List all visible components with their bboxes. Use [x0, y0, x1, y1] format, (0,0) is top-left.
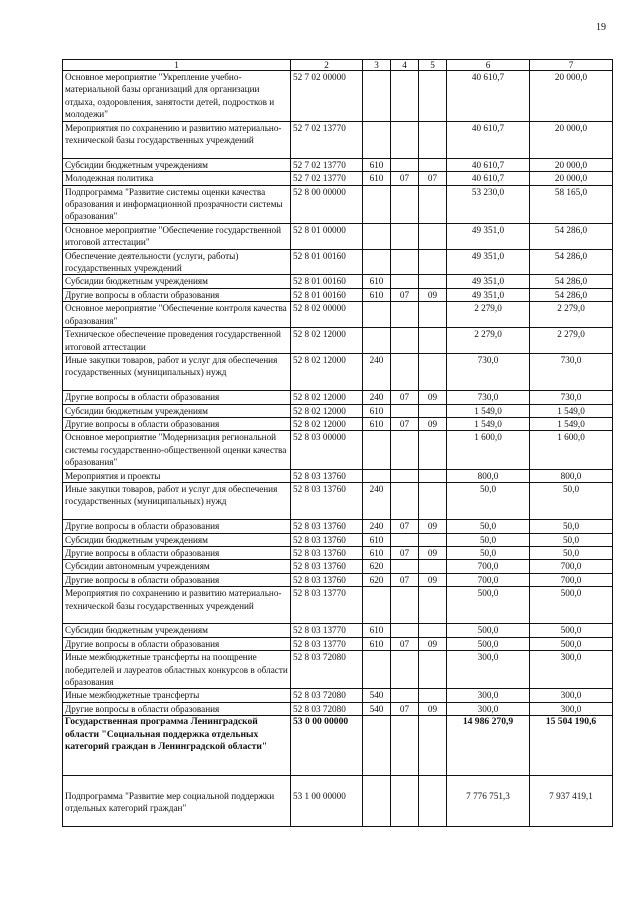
cell-target-code: 52 7 02 13770 — [291, 158, 363, 171]
cell-amount-year2: 300,0 — [530, 702, 613, 715]
cell-target-code: 52 8 03 13760 — [291, 469, 363, 482]
cell-name: Иные закупки товаров, работ и услуг для обеспечения государственных (муниципальных) нужд — [63, 353, 291, 390]
cell-section — [391, 689, 419, 702]
cell-expense-type: 620 — [363, 573, 391, 586]
cell-name: Другие вопросы в области образования — [63, 637, 291, 650]
cell-target-code: 52 7 02 13770 — [291, 121, 363, 158]
table-row — [63, 158, 613, 171]
cell-expense-type: 240 — [363, 353, 391, 390]
cell-amount-year2: 730,0 — [530, 391, 613, 404]
cell-target-code: 52 7 02 13770 — [291, 172, 363, 185]
header-col-3: 3 — [363, 60, 391, 71]
cell-amount-year1: 53 230,0 — [447, 185, 530, 223]
cell-section — [391, 302, 419, 328]
table-row — [63, 546, 613, 559]
cell-name: Подпрограмма "Развитие мер социальной поддержки отдельных категорий граждан" — [63, 775, 291, 826]
table-row — [63, 651, 613, 689]
header-col-7: 7 — [530, 60, 613, 71]
cell-name: Субсидии бюджетным учреждениям — [63, 533, 291, 546]
cell-subsection: 09 — [419, 573, 447, 586]
cell-subsection — [419, 482, 447, 519]
cell-name: Мероприятия по сохранению и развитию материально-технической базы государственных учреждений — [63, 121, 291, 158]
cell-name: Мероприятия и проекты — [63, 469, 291, 482]
cell-amount-year1: 800,0 — [447, 469, 530, 482]
header-col-5: 5 — [419, 60, 447, 71]
cell-section: 07 — [391, 546, 419, 559]
cell-expense-type: 240 — [363, 391, 391, 404]
cell-subsection — [419, 404, 447, 417]
cell-name: Государственная программа Ленинградской области "Социальная поддержка отдельных категорий граждан в Ленинградской области" — [63, 716, 291, 776]
cell-amount-year2: 20 000,0 — [530, 121, 613, 158]
cell-expense-type: 240 — [363, 482, 391, 519]
cell-subsection: 09 — [419, 520, 447, 533]
cell-amount-year1: 700,0 — [447, 560, 530, 573]
cell-section — [391, 353, 419, 390]
cell-amount-year1: 300,0 — [447, 651, 530, 689]
cell-expense-type — [363, 651, 391, 689]
cell-name: Основное мероприятие "Укрепление учебно-материальной базы организаций для организации отдыха, оздоровления, занятости детей, подростков и молодежи" — [63, 71, 291, 122]
cell-section — [391, 469, 419, 482]
cell-subsection — [419, 560, 447, 573]
table-row — [63, 328, 613, 354]
cell-target-code: 52 8 02 12000 — [291, 328, 363, 354]
cell-target-code: 52 8 03 13760 — [291, 533, 363, 546]
cell-amount-year2: 1 549,0 — [530, 417, 613, 430]
table-row — [63, 353, 613, 390]
cell-amount-year1: 49 351,0 — [447, 288, 530, 301]
cell-expense-type: 610 — [363, 158, 391, 171]
cell-expense-type — [363, 249, 391, 275]
cell-amount-year2: 1 600,0 — [530, 431, 613, 469]
cell-expense-type — [363, 185, 391, 223]
cell-amount-year2: 20 000,0 — [530, 71, 613, 122]
cell-target-code: 53 0 00 00000 — [291, 716, 363, 776]
table-row — [63, 689, 613, 702]
cell-name: Другие вопросы в области образования — [63, 702, 291, 715]
cell-expense-type: 620 — [363, 560, 391, 573]
cell-amount-year1: 40 610,7 — [447, 121, 530, 158]
cell-name: Иные межбюджетные трансферты — [63, 689, 291, 702]
cell-subsection — [419, 353, 447, 390]
cell-expense-type: 610 — [363, 546, 391, 559]
cell-expense-type: 610 — [363, 637, 391, 650]
cell-section: 07 — [391, 702, 419, 715]
cell-amount-year1: 700,0 — [447, 573, 530, 586]
budget-table — [62, 59, 613, 827]
cell-name: Другие вопросы в области образования — [63, 417, 291, 430]
cell-name: Субсидии бюджетным учреждениям — [63, 624, 291, 637]
cell-amount-year1: 300,0 — [447, 702, 530, 715]
cell-section — [391, 482, 419, 519]
cell-target-code: 52 8 01 00160 — [291, 275, 363, 288]
cell-name: Другие вопросы в области образования — [63, 288, 291, 301]
table-row — [63, 637, 613, 650]
cell-subsection — [419, 121, 447, 158]
cell-amount-year2: 7 937 419,1 — [530, 775, 613, 826]
cell-subsection: 07 — [419, 172, 447, 185]
cell-target-code: 52 8 01 00160 — [291, 288, 363, 301]
cell-amount-year1: 50,0 — [447, 482, 530, 519]
cell-subsection — [419, 223, 447, 249]
table-row — [63, 587, 613, 624]
cell-expense-type: 610 — [363, 172, 391, 185]
cell-amount-year1: 2 279,0 — [447, 328, 530, 354]
cell-expense-type — [363, 328, 391, 354]
cell-target-code: 52 8 03 72080 — [291, 702, 363, 715]
cell-expense-type — [363, 71, 391, 122]
cell-amount-year2: 50,0 — [530, 546, 613, 559]
cell-name: Молодежная политика — [63, 172, 291, 185]
cell-section — [391, 624, 419, 637]
cell-amount-year1: 50,0 — [447, 520, 530, 533]
cell-expense-type — [363, 431, 391, 469]
cell-section: 07 — [391, 573, 419, 586]
cell-section — [391, 185, 419, 223]
table-row — [63, 391, 613, 404]
cell-target-code: 52 8 03 00000 — [291, 431, 363, 469]
cell-target-code: 52 8 03 13770 — [291, 624, 363, 637]
cell-expense-type: 610 — [363, 404, 391, 417]
cell-section — [391, 121, 419, 158]
cell-amount-year1: 1 549,0 — [447, 417, 530, 430]
cell-name: Другие вопросы в области образования — [63, 520, 291, 533]
page-number: 19 — [596, 22, 606, 33]
cell-amount-year1: 730,0 — [447, 353, 530, 390]
header-col-6: 6 — [447, 60, 530, 71]
table-row — [63, 560, 613, 573]
table-row — [63, 716, 613, 776]
cell-target-code: 52 8 02 12000 — [291, 417, 363, 430]
cell-subsection: 09 — [419, 391, 447, 404]
cell-amount-year1: 500,0 — [447, 637, 530, 650]
table-row — [63, 404, 613, 417]
cell-amount-year1: 49 351,0 — [447, 223, 530, 249]
cell-amount-year2: 500,0 — [530, 624, 613, 637]
cell-section — [391, 158, 419, 171]
cell-target-code: 52 8 00 00000 — [291, 185, 363, 223]
cell-expense-type — [363, 587, 391, 624]
cell-amount-year1: 40 610,7 — [447, 172, 530, 185]
table-row — [63, 469, 613, 482]
table-row — [63, 533, 613, 546]
cell-amount-year2: 50,0 — [530, 482, 613, 519]
cell-subsection — [419, 775, 447, 826]
cell-expense-type: 610 — [363, 288, 391, 301]
cell-section — [391, 431, 419, 469]
cell-expense-type: 610 — [363, 275, 391, 288]
cell-section: 07 — [391, 520, 419, 533]
cell-section — [391, 533, 419, 546]
header-col-2: 2 — [291, 60, 363, 71]
cell-amount-year2: 54 286,0 — [530, 249, 613, 275]
cell-name: Основное мероприятие "Обеспечение государственной итоговой аттестации" — [63, 223, 291, 249]
cell-target-code: 52 8 02 12000 — [291, 353, 363, 390]
cell-expense-type: 540 — [363, 689, 391, 702]
cell-name: Обеспечение деятельности (услуги, работы) государственных учреждений — [63, 249, 291, 275]
cell-target-code: 52 7 02 00000 — [291, 71, 363, 122]
cell-amount-year1: 500,0 — [447, 624, 530, 637]
cell-section — [391, 716, 419, 776]
cell-subsection — [419, 328, 447, 354]
cell-amount-year2: 50,0 — [530, 520, 613, 533]
cell-section: 07 — [391, 288, 419, 301]
cell-subsection — [419, 275, 447, 288]
cell-target-code: 52 8 03 13760 — [291, 560, 363, 573]
cell-amount-year1: 50,0 — [447, 533, 530, 546]
cell-amount-year2: 20 000,0 — [530, 172, 613, 185]
table-row — [63, 288, 613, 301]
cell-target-code: 52 8 01 00000 — [291, 223, 363, 249]
cell-subsection — [419, 302, 447, 328]
cell-amount-year2: 300,0 — [530, 651, 613, 689]
cell-amount-year2: 50,0 — [530, 533, 613, 546]
cell-amount-year2: 700,0 — [530, 560, 613, 573]
cell-target-code: 52 8 03 13770 — [291, 637, 363, 650]
table-row — [63, 275, 613, 288]
cell-expense-type — [363, 775, 391, 826]
cell-expense-type — [363, 716, 391, 776]
header-row — [63, 60, 613, 71]
cell-target-code: 52 8 03 13760 — [291, 482, 363, 519]
cell-section — [391, 587, 419, 624]
cell-amount-year1: 7 776 751,3 — [447, 775, 530, 826]
cell-expense-type: 610 — [363, 624, 391, 637]
cell-expense-type: 610 — [363, 417, 391, 430]
cell-subsection — [419, 716, 447, 776]
cell-amount-year2: 2 279,0 — [530, 302, 613, 328]
cell-amount-year2: 300,0 — [530, 689, 613, 702]
cell-expense-type: 240 — [363, 520, 391, 533]
cell-subsection: 09 — [419, 702, 447, 715]
cell-name: Основное мероприятие "Обеспечение контроля качества образования" — [63, 302, 291, 328]
cell-amount-year1: 500,0 — [447, 587, 530, 624]
cell-subsection — [419, 185, 447, 223]
cell-target-code: 52 8 03 72080 — [291, 689, 363, 702]
cell-target-code: 52 8 02 00000 — [291, 302, 363, 328]
cell-subsection: 09 — [419, 546, 447, 559]
cell-target-code: 53 1 00 00000 — [291, 775, 363, 826]
cell-amount-year1: 49 351,0 — [447, 275, 530, 288]
table-row — [63, 223, 613, 249]
cell-name: Другие вопросы в области образования — [63, 573, 291, 586]
table-row — [63, 71, 613, 122]
cell-section — [391, 651, 419, 689]
cell-section — [391, 275, 419, 288]
cell-amount-year1: 300,0 — [447, 689, 530, 702]
cell-amount-year2: 500,0 — [530, 637, 613, 650]
cell-section — [391, 71, 419, 122]
cell-target-code: 52 8 02 12000 — [291, 404, 363, 417]
cell-name: Субсидии автономным учреждениям — [63, 560, 291, 573]
table-row — [63, 573, 613, 586]
cell-amount-year1: 40 610,7 — [447, 158, 530, 171]
table-row — [63, 302, 613, 328]
cell-amount-year2: 58 165,0 — [530, 185, 613, 223]
cell-amount-year2: 54 286,0 — [530, 275, 613, 288]
cell-section: 07 — [391, 172, 419, 185]
table-row — [63, 482, 613, 519]
cell-section — [391, 404, 419, 417]
cell-expense-type — [363, 121, 391, 158]
cell-amount-year1: 730,0 — [447, 391, 530, 404]
cell-subsection: 09 — [419, 637, 447, 650]
table-row — [63, 431, 613, 469]
cell-name: Техническое обеспечение проведения государственной итоговой аттестации — [63, 328, 291, 354]
cell-target-code: 52 8 03 72080 — [291, 651, 363, 689]
table-row — [63, 185, 613, 223]
cell-expense-type — [363, 469, 391, 482]
cell-expense-type — [363, 302, 391, 328]
cell-target-code: 52 8 03 13770 — [291, 587, 363, 624]
cell-name: Субсидии бюджетным учреждениям — [63, 275, 291, 288]
cell-target-code: 52 8 01 00160 — [291, 249, 363, 275]
cell-amount-year1: 1 549,0 — [447, 404, 530, 417]
cell-amount-year2: 730,0 — [530, 353, 613, 390]
table-row — [63, 121, 613, 158]
cell-target-code: 52 8 03 13760 — [291, 546, 363, 559]
cell-section: 07 — [391, 637, 419, 650]
table-row — [63, 172, 613, 185]
cell-amount-year1: 2 279,0 — [447, 302, 530, 328]
table-row — [63, 520, 613, 533]
cell-target-code: 52 8 02 12000 — [291, 391, 363, 404]
table-row — [63, 702, 613, 715]
cell-subsection — [419, 587, 447, 624]
cell-subsection — [419, 689, 447, 702]
table-row — [63, 417, 613, 430]
cell-expense-type — [363, 223, 391, 249]
cell-name: Субсидии бюджетным учреждениям — [63, 404, 291, 417]
cell-name: Мероприятия по сохранению и развитию материально-технической базы государственных учреждений — [63, 587, 291, 624]
table-row — [63, 624, 613, 637]
cell-subsection — [419, 431, 447, 469]
cell-amount-year2: 15 504 190,6 — [530, 716, 613, 776]
cell-section — [391, 328, 419, 354]
header-col-1: 1 — [63, 60, 291, 71]
cell-expense-type: 610 — [363, 533, 391, 546]
table-row — [63, 249, 613, 275]
cell-amount-year2: 20 000,0 — [530, 158, 613, 171]
cell-name: Основное мероприятие "Модернизация региональной системы государственно-общественной оценки качества образования" — [63, 431, 291, 469]
cell-name: Подпрограмма "Развитие системы оценки качества образования и информационной прозрачности системы образования" — [63, 185, 291, 223]
cell-subsection — [419, 469, 447, 482]
cell-name: Иные межбюджетные трансферты на поощрение победителей и лауреатов областных конкурсов в области образования — [63, 651, 291, 689]
cell-subsection — [419, 71, 447, 122]
cell-amount-year2: 800,0 — [530, 469, 613, 482]
cell-amount-year2: 1 549,0 — [530, 404, 613, 417]
cell-amount-year2: 500,0 — [530, 587, 613, 624]
cell-name: Иные закупки товаров, работ и услуг для обеспечения государственных (муниципальных) нужд — [63, 482, 291, 519]
cell-section — [391, 249, 419, 275]
header-col-4: 4 — [391, 60, 419, 71]
cell-expense-type: 540 — [363, 702, 391, 715]
cell-amount-year1: 49 351,0 — [447, 249, 530, 275]
cell-section: 07 — [391, 391, 419, 404]
cell-amount-year1: 14 986 270,9 — [447, 716, 530, 776]
cell-section — [391, 560, 419, 573]
cell-amount-year2: 54 286,0 — [530, 288, 613, 301]
cell-name: Другие вопросы в области образования — [63, 546, 291, 559]
cell-amount-year2: 54 286,0 — [530, 223, 613, 249]
cell-subsection — [419, 624, 447, 637]
cell-amount-year1: 50,0 — [447, 546, 530, 559]
cell-name: Другие вопросы в области образования — [63, 391, 291, 404]
cell-target-code: 52 8 03 13760 — [291, 520, 363, 533]
cell-section — [391, 223, 419, 249]
cell-subsection: 09 — [419, 417, 447, 430]
cell-target-code: 52 8 03 13760 — [291, 573, 363, 586]
cell-section: 07 — [391, 417, 419, 430]
cell-subsection: 09 — [419, 288, 447, 301]
cell-amount-year1: 40 610,7 — [447, 71, 530, 122]
cell-name: Субсидии бюджетным учреждениям — [63, 158, 291, 171]
cell-amount-year1: 1 600,0 — [447, 431, 530, 469]
cell-amount-year2: 700,0 — [530, 573, 613, 586]
cell-subsection — [419, 158, 447, 171]
cell-amount-year2: 2 279,0 — [530, 328, 613, 354]
table-row — [63, 775, 613, 826]
cell-subsection — [419, 651, 447, 689]
cell-subsection — [419, 249, 447, 275]
cell-subsection — [419, 533, 447, 546]
cell-section — [391, 775, 419, 826]
